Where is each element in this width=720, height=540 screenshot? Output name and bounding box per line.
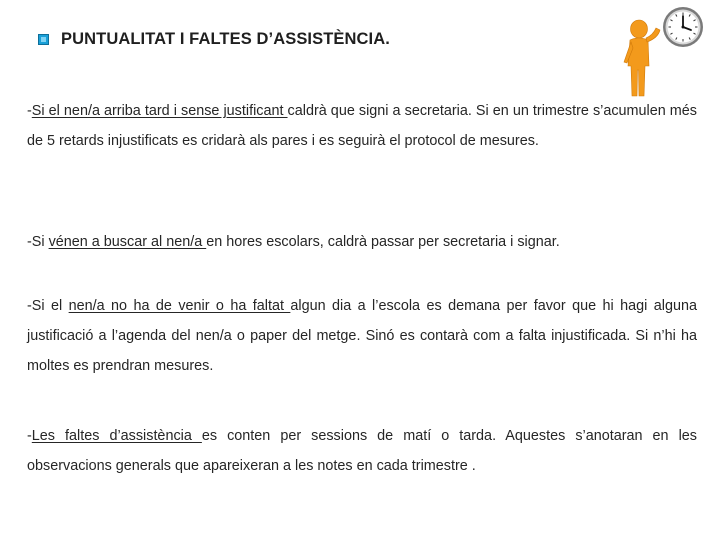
paragraph-text: es conten per sessions de matí o tarda. Aquestes s’anotaran en les observacions generals que apareixeran a les notes en cada trimestre . (27, 428, 697, 474)
paragraph-prefix: -Si el (27, 298, 69, 314)
wall-clock-icon (663, 7, 703, 47)
paragraph-absence-justification (27, 291, 697, 381)
paragraph-prefix: - (27, 103, 32, 119)
paragraph-absence-counting (27, 421, 697, 481)
square-bullet-icon (38, 34, 49, 45)
paragraph-text: caldrà que signi a secretaria. Si en un trimestre s’acumulen més de 5 retards injustificats es cridarà als pares i es seguirà el protocol de mesures. (27, 103, 697, 149)
paragraph-late-arrival (27, 96, 697, 156)
paragraph-pickup (27, 227, 560, 257)
orange-person-figure (624, 20, 660, 96)
person-with-clock-illustration (612, 4, 708, 104)
underlined-phrase: nen/a no ha de venir o ha faltat (68, 298, 291, 314)
underlined-phrase: Les faltes d’assistència (31, 428, 202, 444)
heading (38, 30, 390, 49)
paragraph-prefix: -Si (27, 234, 49, 250)
underlined-phrase: Si el nen/a arriba tard i sense justificant (31, 103, 288, 119)
underlined-phrase: vénen a buscar al nen/a (48, 234, 207, 250)
paragraph-prefix: - (27, 428, 32, 444)
paragraph-text: algun dia a l’escola es demana per favor que hi hagi alguna justificació a l’agenda del nen/a o paper del metge. Sinó es contarà com a falta injustificada. Si n’hi ha moltes es prendran mesures. (27, 298, 697, 374)
paragraph-text: en hores escolars, caldrà passar per secretaria i signar. (206, 234, 560, 250)
heading-text: PUNTUALITAT I FALTES D’ASSISTÈNCIA. (61, 30, 390, 48)
